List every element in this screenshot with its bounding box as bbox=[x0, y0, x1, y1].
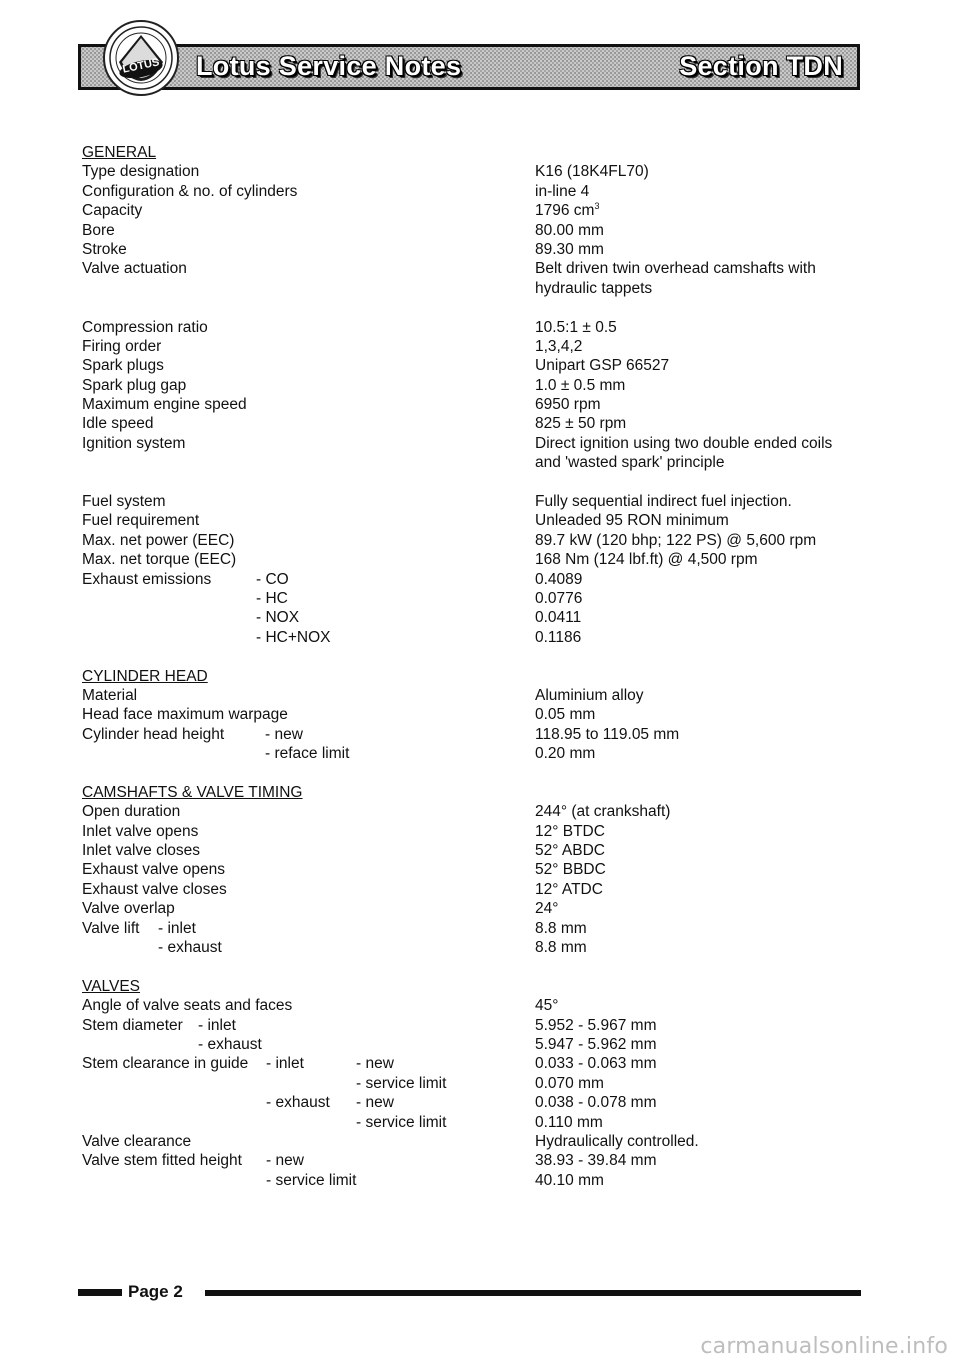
spec-value bbox=[535, 841, 605, 860]
spec-row bbox=[82, 1132, 882, 1151]
page-number: Page 2 bbox=[128, 1282, 183, 1301]
spec-label: Angle of valve seats and faces bbox=[82, 997, 293, 1015]
spec-label: - new bbox=[356, 1094, 394, 1112]
spec-row bbox=[82, 240, 882, 259]
spec-value bbox=[535, 1035, 656, 1054]
spec-label: - HC+NOX bbox=[256, 628, 331, 646]
spec-label: Open duration bbox=[82, 803, 181, 821]
spec-value bbox=[535, 938, 587, 957]
spec-row bbox=[82, 938, 882, 957]
spec-value bbox=[535, 1171, 604, 1190]
spec-label: Stem diameter bbox=[82, 1016, 183, 1034]
spec-value-text: 80.00 mm bbox=[535, 221, 604, 239]
spec-label: Cylinder head height bbox=[82, 725, 225, 743]
spec-label: Inlet valve opens bbox=[82, 822, 199, 840]
spec-label: - new bbox=[265, 725, 303, 743]
spec-label: - HC bbox=[256, 589, 288, 607]
spec-row bbox=[82, 570, 882, 589]
watermark: carmanualsonline.info bbox=[700, 1334, 948, 1359]
spec-value bbox=[535, 337, 582, 356]
spec-row bbox=[82, 531, 882, 550]
spec-row bbox=[82, 744, 882, 763]
spec-value bbox=[535, 1151, 656, 1170]
spec-label: - NOX bbox=[256, 609, 300, 627]
spec-value bbox=[535, 570, 582, 589]
spec-row bbox=[82, 201, 882, 220]
spec-value-text: 8.8 mm bbox=[535, 939, 587, 957]
section-label: Section TDN bbox=[679, 51, 843, 81]
spec-value bbox=[535, 221, 604, 240]
spec-row bbox=[82, 628, 882, 647]
spec-value-text: 52° BBDC bbox=[535, 861, 606, 879]
spec-value-text: 12° ATDC bbox=[535, 880, 603, 898]
spec-label: Max. net torque (EEC) bbox=[82, 551, 237, 569]
spec-value-text: 40.10 mm bbox=[535, 1171, 604, 1189]
spec-value bbox=[535, 608, 581, 627]
spec-label: Bore bbox=[82, 221, 115, 239]
spec-value-text: Direct ignition using two double ended coils bbox=[535, 434, 833, 452]
spec-row bbox=[82, 1074, 882, 1093]
footer-rule-left bbox=[78, 1289, 122, 1296]
spec-value bbox=[535, 550, 758, 569]
spec-row bbox=[82, 608, 882, 627]
section-gap bbox=[82, 647, 882, 666]
spec-value-text: 38.93 - 39.84 mm bbox=[535, 1152, 657, 1170]
spec-value-text: 45° bbox=[535, 997, 559, 1015]
spec-row bbox=[82, 860, 882, 879]
spec-label: - service limit bbox=[266, 1171, 357, 1189]
spec-label: Inlet valve closes bbox=[82, 842, 201, 860]
spec-label: Valve clearance bbox=[82, 1132, 192, 1150]
spec-label: Max. net power (EEC) bbox=[82, 531, 235, 549]
spec-value-text: 0.4089 bbox=[535, 570, 583, 588]
spec-row bbox=[82, 492, 882, 511]
spec-label: - inlet bbox=[198, 1016, 236, 1034]
spec-value bbox=[535, 376, 625, 395]
spec-value-text: Belt driven twin overhead camshafts with bbox=[535, 260, 816, 278]
spec-value-text: 0.070 mm bbox=[535, 1074, 604, 1092]
spec-value bbox=[535, 201, 599, 220]
spec-value bbox=[535, 744, 595, 763]
spec-row bbox=[82, 880, 882, 899]
row-gap bbox=[82, 473, 882, 492]
spec-row bbox=[82, 1093, 882, 1112]
spec-row bbox=[82, 1035, 882, 1054]
spec-label: - service limit bbox=[356, 1113, 447, 1131]
spec-value bbox=[535, 725, 679, 744]
spec-label: - exhaust bbox=[266, 1094, 330, 1112]
spec-value bbox=[535, 1016, 656, 1035]
section-gap bbox=[82, 764, 882, 783]
spec-label: Capacity bbox=[82, 202, 143, 220]
spec-value-text: 0.05 mm bbox=[535, 706, 596, 724]
spec-value-superscript: 3 bbox=[594, 201, 600, 212]
spec-value-text: 0.038 - 0.078 mm bbox=[535, 1094, 657, 1112]
spec-value-text: in-line 4 bbox=[535, 182, 590, 200]
spec-value bbox=[535, 919, 587, 938]
spec-label: Fuel requirement bbox=[82, 512, 200, 530]
spec-row bbox=[82, 453, 882, 472]
spec-row bbox=[82, 395, 882, 414]
spec-row bbox=[82, 511, 882, 530]
spec-value-text: 244° (at crankshaft) bbox=[535, 803, 671, 821]
spec-value-text: 0.1186 bbox=[535, 628, 582, 646]
spec-value bbox=[535, 802, 670, 821]
spec-value-text: Aluminium alloy bbox=[535, 686, 644, 704]
spec-row bbox=[82, 337, 882, 356]
spec-row bbox=[82, 356, 882, 375]
spec-row bbox=[82, 996, 882, 1015]
spec-value bbox=[535, 589, 582, 608]
document-title: Lotus Service Notes bbox=[196, 51, 462, 81]
spec-value-text: Unleaded 95 RON minimum bbox=[535, 512, 729, 530]
logo-text: LOTUS bbox=[121, 56, 161, 76]
spec-value bbox=[535, 356, 669, 375]
spec-value-text: 24° bbox=[535, 900, 559, 918]
spec-row bbox=[82, 376, 882, 395]
spec-value-text: 89.30 mm bbox=[535, 240, 604, 258]
spec-content bbox=[82, 143, 882, 1190]
spec-label: Spark plugs bbox=[82, 357, 164, 375]
spec-row bbox=[82, 841, 882, 860]
spec-row bbox=[82, 182, 882, 201]
spec-row bbox=[82, 589, 882, 608]
spec-label: - reface limit bbox=[265, 745, 350, 763]
spec-row bbox=[82, 550, 882, 569]
section-gap bbox=[82, 957, 882, 976]
spec-value-text: 5.952 - 5.967 mm bbox=[535, 1016, 657, 1034]
spec-label: Head face maximum warpage bbox=[82, 706, 288, 724]
spec-label: Stroke bbox=[82, 240, 127, 258]
spec-row bbox=[82, 1016, 882, 1035]
spec-value-text: 168 Nm (124 lbf.ft) @ 4,500 rpm bbox=[535, 551, 758, 569]
spec-row bbox=[82, 221, 882, 240]
spec-row bbox=[82, 919, 882, 938]
spec-row bbox=[82, 414, 882, 433]
spec-value-text: hydraulic tappets bbox=[535, 279, 653, 297]
spec-value-text: and 'wasted spark' principle bbox=[535, 454, 725, 472]
spec-value bbox=[535, 1093, 656, 1112]
spec-label: Firing order bbox=[82, 337, 162, 355]
spec-value bbox=[535, 182, 589, 201]
spec-value bbox=[535, 414, 626, 433]
spec-value bbox=[535, 279, 652, 298]
spec-label: - service limit bbox=[356, 1074, 447, 1092]
spec-value-text: 0.110 mm bbox=[535, 1113, 603, 1131]
spec-row bbox=[82, 279, 882, 298]
spec-row bbox=[82, 899, 882, 918]
spec-value-text: 118.95 to 119.05 mm bbox=[535, 725, 680, 743]
spec-row bbox=[82, 162, 882, 181]
spec-row bbox=[82, 802, 882, 821]
spec-value-text: 89.7 kW (120 bhp; 122 PS) @ 5,600 rpm bbox=[535, 531, 817, 549]
spec-value bbox=[535, 511, 729, 530]
spec-value bbox=[535, 162, 649, 181]
spec-value-text: 1796 cm bbox=[535, 202, 595, 220]
spec-value-text: Hydraulically controlled. bbox=[535, 1132, 699, 1150]
spec-value bbox=[535, 259, 816, 278]
spec-value bbox=[535, 1074, 604, 1093]
spec-value-text: 0.0411 bbox=[535, 609, 582, 627]
spec-row bbox=[82, 434, 882, 453]
spec-row bbox=[82, 1171, 882, 1190]
spec-value-text: 8.8 mm bbox=[535, 919, 587, 937]
spec-value bbox=[535, 899, 558, 918]
spec-label: Fuel system bbox=[82, 493, 166, 511]
spec-value bbox=[535, 492, 792, 511]
spec-label: - new bbox=[266, 1152, 304, 1170]
spec-label: - new bbox=[356, 1055, 394, 1073]
spec-value bbox=[535, 240, 604, 259]
spec-value-text: 1,3,4,2 bbox=[535, 337, 583, 355]
spec-row bbox=[82, 1113, 882, 1132]
spec-value bbox=[535, 531, 816, 550]
spec-value-text: Unipart GSP 66527 bbox=[535, 357, 670, 375]
spec-value-text: 12° BTDC bbox=[535, 822, 605, 840]
spec-label: Spark plug gap bbox=[82, 376, 187, 394]
spec-value-text: 0.0776 bbox=[535, 589, 583, 607]
section-heading: CYLINDER HEAD bbox=[82, 667, 208, 685]
spec-label: - inlet bbox=[158, 919, 196, 937]
spec-row bbox=[82, 318, 882, 337]
section-heading: VALVES bbox=[82, 977, 141, 995]
spec-value bbox=[535, 822, 605, 841]
spec-label: Stem clearance in guide bbox=[82, 1055, 249, 1073]
spec-label: - exhaust bbox=[198, 1035, 262, 1053]
spec-row bbox=[82, 686, 882, 705]
spec-value-text: K16 (18K4FL70) bbox=[535, 163, 649, 181]
spec-value bbox=[535, 318, 617, 337]
spec-value-text: 825 ± 50 rpm bbox=[535, 415, 627, 433]
spec-value-text: 0.033 - 0.063 mm bbox=[535, 1055, 657, 1073]
spec-label: Ignition system bbox=[82, 434, 186, 452]
spec-value-text: 0.20 mm bbox=[535, 745, 596, 763]
spec-label: Maximum engine speed bbox=[82, 396, 247, 414]
spec-value bbox=[535, 880, 603, 899]
spec-value bbox=[535, 996, 558, 1015]
spec-label: Valve stem fitted height bbox=[82, 1152, 242, 1170]
spec-row bbox=[82, 705, 882, 724]
spec-label: Configuration & no. of cylinders bbox=[82, 182, 298, 200]
footer-rule-right bbox=[205, 1290, 861, 1296]
spec-label: - CO bbox=[256, 570, 289, 588]
spec-label: Valve actuation bbox=[82, 260, 187, 278]
spec-value-text: 6950 rpm bbox=[535, 396, 601, 414]
spec-row bbox=[82, 1151, 882, 1170]
spec-label: Idle speed bbox=[82, 415, 154, 433]
row-gap bbox=[82, 298, 882, 317]
spec-value bbox=[535, 1113, 603, 1132]
spec-value-text: Fully sequential indirect fuel injection. bbox=[535, 493, 792, 511]
spec-value bbox=[535, 686, 644, 705]
spec-value bbox=[535, 1132, 699, 1151]
section-heading: GENERAL bbox=[82, 144, 157, 161]
spec-value bbox=[535, 860, 606, 879]
spec-label: Exhaust valve closes bbox=[82, 880, 227, 898]
spec-row bbox=[82, 822, 882, 841]
header-banner bbox=[78, 44, 860, 90]
spec-label: Exhaust emissions bbox=[82, 570, 212, 588]
spec-value bbox=[535, 705, 595, 724]
section-heading: CAMSHAFTS & VALVE TIMING bbox=[82, 783, 303, 801]
spec-label: Type designation bbox=[82, 163, 200, 181]
lotus-logo bbox=[103, 20, 179, 96]
spec-label: Compression ratio bbox=[82, 318, 208, 336]
spec-value bbox=[535, 628, 581, 647]
spec-label: Exhaust valve opens bbox=[82, 861, 226, 879]
spec-value bbox=[535, 1054, 656, 1073]
spec-value-text: 1.0 ± 0.5 mm bbox=[535, 376, 626, 394]
spec-value-text: 52° ABDC bbox=[535, 842, 605, 860]
spec-label: Valve lift bbox=[82, 919, 140, 937]
spec-value bbox=[535, 453, 724, 472]
spec-value bbox=[535, 434, 832, 453]
spec-label: Material bbox=[82, 686, 138, 704]
spec-label: Valve overlap bbox=[82, 900, 175, 918]
spec-row bbox=[82, 259, 882, 278]
spec-row bbox=[82, 1054, 882, 1073]
spec-value bbox=[535, 395, 600, 414]
spec-value-text: 5.947 - 5.962 mm bbox=[535, 1035, 657, 1053]
spec-row bbox=[82, 725, 882, 744]
spec-label: - exhaust bbox=[158, 939, 222, 957]
spec-label: - inlet bbox=[266, 1055, 304, 1073]
spec-value-text: 10.5:1 ± 0.5 bbox=[535, 318, 617, 336]
